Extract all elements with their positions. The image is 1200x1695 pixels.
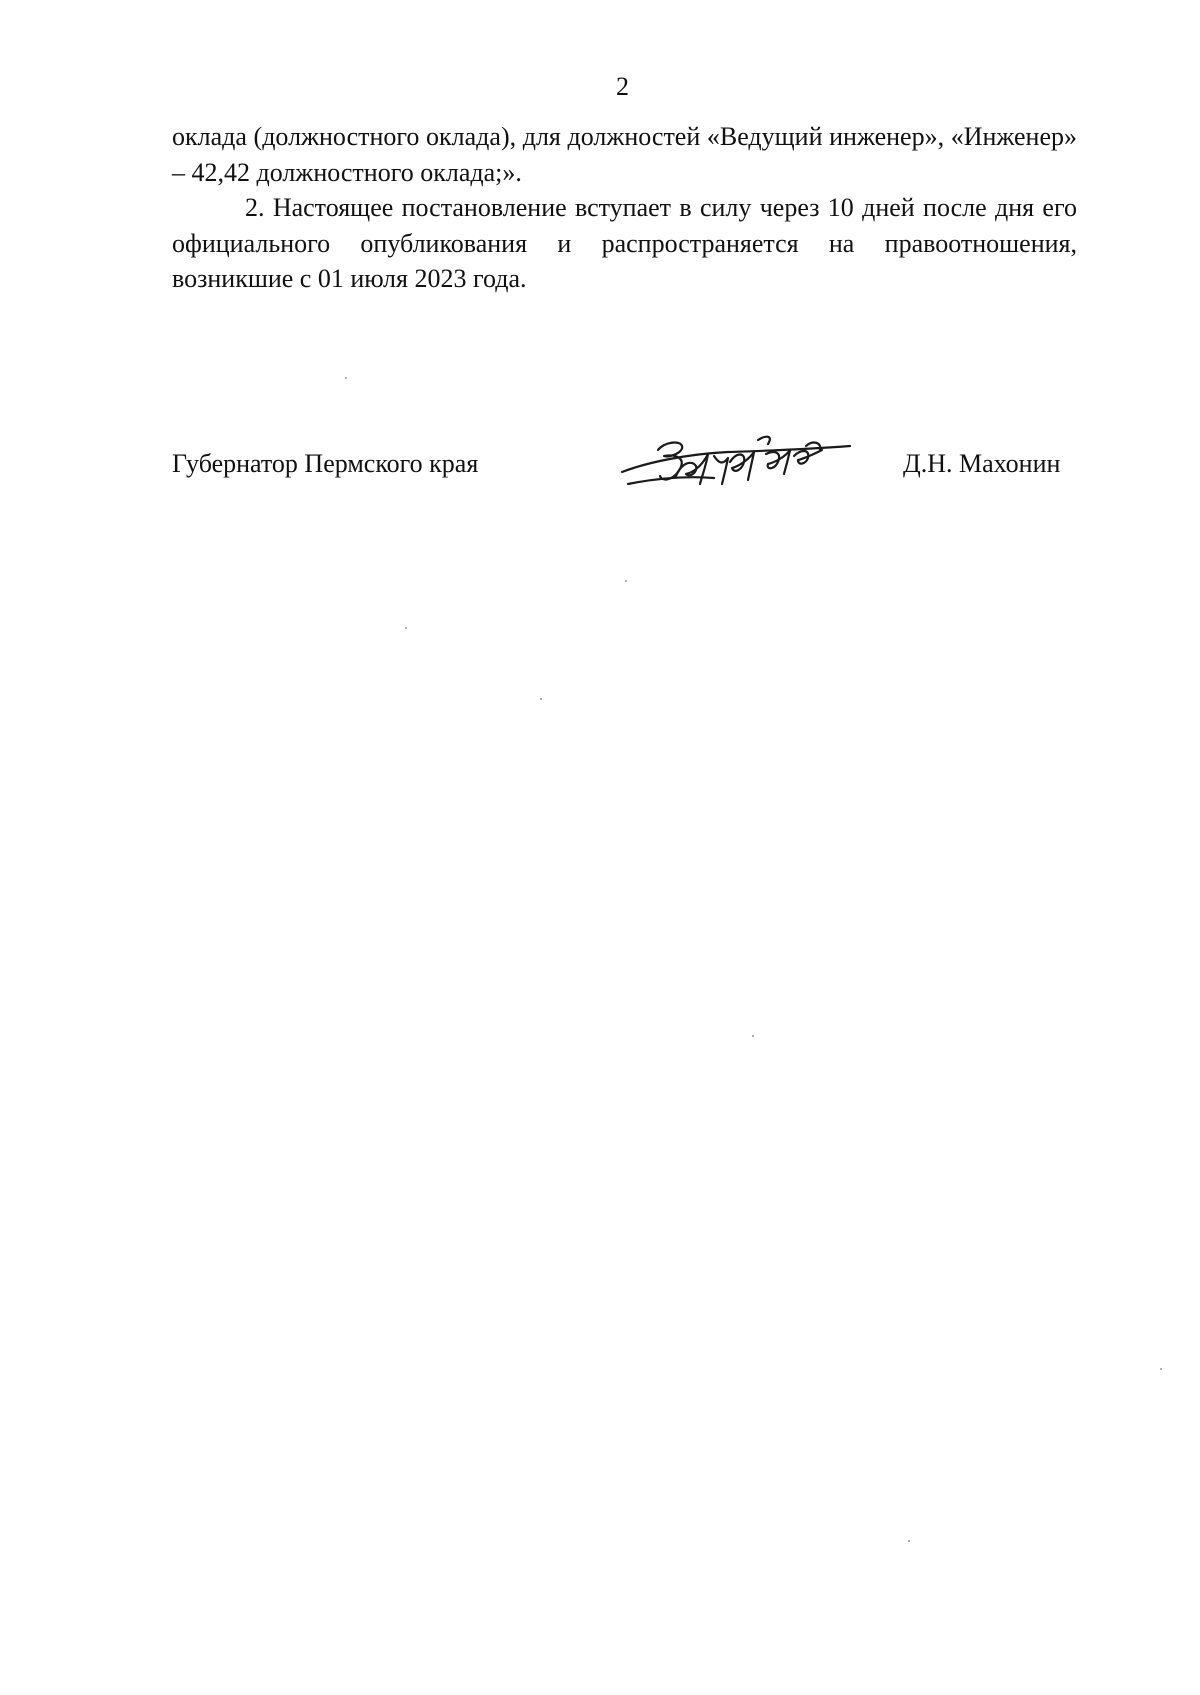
scan-artifact — [908, 1540, 910, 1542]
scan-artifact — [405, 627, 407, 629]
paragraph-effective-date: 2. Настоящее постановление вступает в силу через 10 дней после дня его официального опубликования и распространяется на правоотношения, возникшие с 01 июля 2023 года. — [172, 193, 1077, 293]
scan-artifact — [625, 580, 627, 582]
scan-artifact — [345, 377, 347, 379]
body-text — [172, 119, 1077, 297]
paragraph-continuation: оклада (должностного оклада), для должностей «Ведущий инженер», «Инженер» – 42,42 должностного оклада;». — [172, 122, 1077, 187]
page-number: 2 — [616, 72, 629, 101]
signatory-name: Д.Н. Махонин — [903, 449, 1061, 478]
signatory-title: Губернатор Пермского края — [172, 449, 479, 478]
scan-artifact — [540, 698, 542, 700]
scan-artifact — [1160, 1368, 1162, 1370]
scan-artifact — [752, 1035, 754, 1037]
handwritten-signature-icon — [618, 432, 858, 498]
